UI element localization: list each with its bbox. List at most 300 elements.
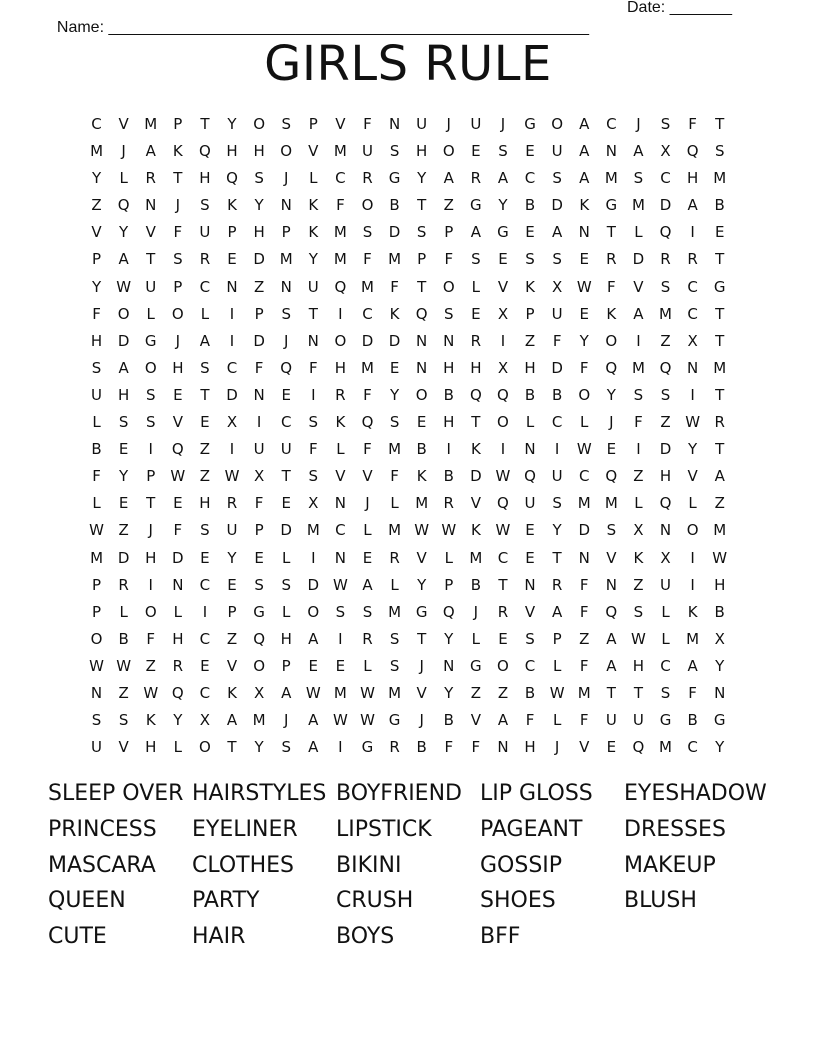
grid-letter: F: [146, 629, 156, 648]
grid-letter: N: [172, 575, 184, 594]
word-list-item: PRINCESS: [48, 816, 157, 842]
grid-letter: H: [524, 358, 536, 377]
word-list-item: SLEEP OVER: [48, 781, 184, 806]
grid-letter: R: [335, 385, 346, 404]
grid-letter: M: [415, 494, 429, 513]
grid-letter: Q: [659, 358, 672, 377]
word-list: [48, 777, 778, 956]
grid-letter: V: [145, 223, 156, 242]
grid-letter: F: [471, 738, 481, 757]
grid-letter: K: [227, 683, 237, 702]
grid-letter: Z: [714, 494, 725, 513]
grid-letter: C: [335, 521, 346, 540]
word-list-item: BOYS: [336, 924, 395, 950]
grid-letter: H: [253, 223, 265, 242]
grid-letter: H: [90, 331, 103, 350]
grid-letter: H: [632, 656, 645, 675]
name-line: Name: ______________________________________________________: [56, 19, 589, 36]
grid-letter: Q: [171, 683, 184, 702]
grid-letter: Q: [199, 142, 211, 161]
grid-letter: B: [687, 711, 698, 730]
grid-letter: K: [606, 304, 617, 323]
grid-letter: W: [116, 277, 132, 296]
grid-letter: Y: [119, 223, 129, 242]
grid-letter: P: [281, 656, 291, 675]
grid-letter: J: [148, 521, 153, 540]
grid-letter: F: [390, 467, 399, 486]
grid-letter: H: [524, 738, 536, 757]
grid-letter: N: [307, 331, 319, 350]
grid-letter: D: [659, 440, 672, 459]
grid-letter: Z: [91, 196, 102, 215]
grid-letter: I: [229, 440, 235, 459]
grid-letter: T: [633, 683, 643, 702]
grid-letter: G: [713, 277, 726, 296]
grid-letter: X: [633, 521, 644, 540]
grid-letter: I: [690, 548, 695, 567]
grid-letter: V: [172, 413, 183, 432]
grid-letter: I: [229, 304, 235, 323]
grid-letter: S: [362, 223, 373, 242]
grid-letter: H: [714, 575, 726, 594]
grid-letter: S: [498, 142, 508, 161]
grid-letter: M: [144, 115, 158, 133]
grid-letter: C: [199, 683, 211, 702]
grid-letter: R: [226, 494, 238, 513]
grid-letter: M: [333, 223, 347, 242]
grid-letter: X: [660, 142, 671, 161]
grid-letter: Y: [119, 467, 129, 486]
grid-letter: E: [173, 385, 183, 404]
grid-letter: W: [549, 683, 565, 702]
grid-letter: R: [660, 250, 671, 269]
grid-letter: D: [307, 575, 320, 594]
grid-letter: T: [715, 250, 725, 269]
grid-letter: X: [226, 413, 238, 432]
grid-letter: Y: [417, 575, 427, 594]
grid-letter: O: [307, 602, 320, 621]
grid-letter: R: [443, 494, 454, 513]
grid-letter: F: [92, 467, 101, 486]
grid-letter: V: [226, 656, 238, 675]
grid-letter: M: [279, 250, 293, 269]
grid-letter: C: [524, 656, 536, 675]
grid-letter: L: [173, 738, 182, 757]
grid-letter: C: [226, 358, 238, 377]
grid-letter: L: [173, 602, 182, 621]
grid-letter: S: [118, 711, 129, 730]
grid-letter: W: [414, 521, 430, 540]
grid-letter: W: [224, 467, 240, 486]
grid-letter: E: [471, 304, 481, 323]
grid-letter: L: [552, 711, 562, 730]
grid-letter: Q: [469, 385, 482, 404]
grid-letter: C: [524, 169, 536, 188]
grid-letter: E: [714, 223, 725, 242]
grid-letter: J: [554, 738, 560, 757]
grid-letter: W: [332, 575, 348, 594]
grid-letter: E: [254, 548, 264, 567]
grid-letter: L: [471, 629, 481, 648]
grid-letter: F: [363, 385, 372, 404]
grid-letter: E: [308, 656, 319, 675]
grid-letter: B: [118, 629, 129, 648]
word-list-item: BFF: [480, 924, 521, 950]
grid-letter: J: [609, 413, 614, 432]
grid-letter: Z: [145, 656, 156, 675]
grid-letter: T: [715, 385, 725, 404]
grid-letter: S: [389, 413, 400, 432]
grid-letter: K: [470, 440, 481, 459]
grid-letter: Q: [334, 277, 347, 296]
grid-letter: P: [417, 250, 427, 269]
grid-letter: T: [308, 304, 318, 323]
grid-letter: U: [551, 142, 563, 161]
grid-letter: M: [333, 250, 347, 269]
grid-letter: N: [280, 277, 292, 296]
grid-letter: N: [605, 142, 617, 161]
grid-letter: Q: [659, 223, 672, 242]
grid-letter: Q: [686, 142, 699, 161]
grid-letter: G: [524, 115, 536, 133]
grid-letter: X: [199, 711, 211, 730]
grid-letter: T: [173, 169, 183, 188]
grid-letter: Y: [91, 277, 102, 296]
grid-letter: D: [117, 331, 130, 350]
grid-letter: V: [416, 683, 427, 702]
grid-letter: I: [338, 629, 343, 648]
grid-letter: S: [471, 250, 481, 269]
grid-letter: I: [500, 440, 506, 459]
grid-letter: M: [90, 548, 104, 567]
grid-letter: N: [605, 575, 617, 594]
grid-letter: Y: [417, 169, 427, 188]
grid-letter: T: [200, 115, 210, 133]
grid-letter: Q: [253, 629, 266, 648]
grid-letter: H: [280, 629, 292, 648]
grid-letter: R: [145, 169, 156, 188]
grid-letter: M: [469, 548, 483, 567]
grid-letter: T: [606, 683, 616, 702]
grid-letter: M: [361, 277, 374, 296]
grid-letter: S: [660, 385, 671, 404]
word-list-item: BIKINI: [336, 852, 402, 878]
grid-letter: C: [578, 467, 590, 486]
grid-letter: G: [713, 711, 726, 730]
grid-letter: F: [688, 683, 697, 702]
grid-letter: F: [173, 223, 183, 242]
grid-letter: O: [171, 304, 184, 323]
grid-letter: O: [551, 115, 564, 133]
grid-letter: T: [417, 629, 427, 648]
grid-letter: T: [715, 304, 725, 323]
grid-letter: X: [497, 358, 509, 377]
grid-letter: N: [334, 494, 346, 513]
grid-letter: Q: [605, 602, 618, 621]
grid-letter: T: [552, 548, 562, 567]
grid-letter: A: [579, 142, 590, 161]
grid-letter: E: [362, 548, 373, 567]
grid-letter: L: [200, 304, 210, 323]
grid-letter: M: [686, 629, 700, 648]
grid-letter: Q: [605, 467, 618, 486]
grid-letter: B: [714, 196, 725, 215]
grid-letter: D: [280, 521, 292, 540]
grid-letter: Z: [660, 331, 671, 350]
grid-letter: F: [254, 494, 264, 513]
grid-letter: P: [254, 304, 264, 323]
grid-letter: H: [172, 358, 184, 377]
grid-letter: U: [551, 304, 563, 323]
grid-letter: M: [388, 250, 402, 269]
grid-letter: C: [687, 304, 698, 323]
grid-letter: X: [552, 277, 563, 296]
word-list-item: CLOTHES: [192, 852, 294, 878]
grid-letter: S: [254, 575, 264, 594]
grid-letter: Z: [253, 277, 265, 296]
grid-letter: X: [660, 548, 671, 567]
grid-letter: I: [148, 440, 153, 459]
grid-letter: K: [470, 521, 481, 540]
grid-letter: E: [416, 413, 427, 432]
grid-letter: O: [442, 277, 455, 296]
grid-letter: F: [607, 277, 616, 296]
grid-letter: H: [199, 169, 211, 188]
grid-letter: K: [579, 196, 590, 215]
grid-letter: A: [579, 115, 590, 133]
grid-letter: Z: [118, 521, 129, 540]
grid-letter: L: [444, 548, 453, 567]
grid-letter: N: [388, 115, 401, 133]
word-list-item: BOYFRIEND: [336, 781, 462, 806]
grid-letter: Z: [118, 683, 129, 702]
grid-letter: E: [525, 548, 535, 567]
grid-letter: I: [446, 440, 451, 459]
grid-letter: J: [473, 602, 479, 621]
grid-letter: H: [334, 358, 347, 377]
grid-letter: T: [146, 494, 156, 513]
grid-letter: X: [714, 629, 725, 648]
grid-letter: D: [659, 196, 672, 215]
grid-letter: V: [118, 738, 129, 757]
grid-letter: S: [525, 250, 535, 269]
grid-letter: Z: [443, 196, 454, 215]
grid-letter: X: [253, 683, 265, 702]
word-list-item: CUTE: [48, 924, 107, 950]
grid-letter: C: [660, 656, 671, 675]
grid-letter: B: [416, 738, 427, 757]
grid-letter: G: [361, 738, 374, 757]
grid-letter: O: [280, 142, 293, 161]
grid-letter: F: [579, 711, 589, 730]
grid-letter: N: [524, 575, 536, 594]
grid-letter: E: [227, 250, 237, 269]
grid-letter: I: [202, 602, 208, 621]
grid-letter: P: [227, 223, 237, 242]
grid-letter: U: [145, 277, 157, 296]
grid-letter: I: [148, 575, 153, 594]
grid-letter: E: [606, 440, 617, 459]
grid-letter: X: [308, 494, 319, 513]
grid-letter: E: [525, 223, 535, 242]
grid-letter: O: [497, 656, 509, 675]
grid-letter: M: [388, 440, 402, 459]
grid-letter: B: [389, 196, 400, 215]
grid-letter: B: [443, 711, 454, 730]
grid-letter: F: [444, 250, 454, 269]
grid-letter: W: [495, 467, 511, 486]
grid-letter: M: [713, 358, 727, 377]
word-list-item: QUEEN: [48, 888, 126, 914]
grid-letter: L: [309, 169, 318, 188]
grid-letter: E: [118, 494, 129, 513]
grid-letter: H: [226, 142, 238, 161]
grid-letter: Q: [361, 413, 374, 432]
grid-letter: E: [118, 440, 129, 459]
grid-letter: J: [365, 494, 370, 513]
grid-letter: B: [470, 575, 481, 594]
grid-letter: B: [524, 196, 536, 215]
grid-letter: Y: [254, 738, 264, 757]
grid-letter: Z: [497, 683, 509, 702]
grid-letter: R: [470, 169, 482, 188]
grid-letter: V: [335, 115, 346, 133]
grid-letter: M: [388, 521, 402, 540]
grid-letter: E: [281, 385, 291, 404]
grid-letter: D: [578, 521, 591, 540]
grid-letter: C: [91, 115, 102, 133]
grid-letter: F: [579, 575, 589, 594]
grid-letter: X: [497, 304, 509, 323]
grid-letter: O: [144, 602, 157, 621]
grid-letter: V: [497, 277, 509, 296]
grid-letter: T: [281, 467, 291, 486]
grid-letter: D: [551, 196, 563, 215]
grid-letter: Q: [659, 494, 672, 513]
grid-letter: F: [634, 413, 643, 432]
word-list-item: EYELINER: [192, 816, 298, 842]
grid-letter: M: [306, 521, 320, 540]
grid-letter: S: [389, 142, 400, 161]
grid-letter: R: [470, 331, 482, 350]
grid-letter: L: [471, 277, 481, 296]
grid-letter: S: [660, 277, 671, 296]
grid-letter: E: [579, 304, 589, 323]
grid-letter: K: [308, 223, 319, 242]
grid-letter: E: [498, 250, 508, 269]
grid-letter: Z: [226, 629, 238, 648]
grid-letter: F: [444, 738, 454, 757]
grid-letter: K: [525, 277, 535, 296]
grid-letter: A: [687, 656, 698, 675]
grid-letter: N: [280, 196, 292, 215]
grid-letter: A: [687, 196, 698, 215]
grid-letter: L: [282, 602, 291, 621]
grid-letter: D: [361, 331, 374, 350]
grid-letter: N: [90, 683, 103, 702]
grid-letter: M: [252, 711, 266, 730]
grid-letter: U: [632, 711, 644, 730]
word-list-item: GOSSIP: [480, 852, 563, 878]
grid-letter: H: [118, 385, 130, 404]
grid-letter: U: [280, 440, 292, 459]
grid-letter: A: [552, 602, 563, 621]
grid-letter: S: [281, 575, 291, 594]
grid-letter: W: [576, 440, 592, 459]
grid-letter: Z: [524, 331, 536, 350]
grid-letter: S: [660, 683, 671, 702]
grid-letter: Y: [444, 629, 454, 648]
word-list-item: DRESSES: [624, 816, 726, 842]
grid-letter: L: [92, 413, 101, 432]
grid-letter: I: [690, 223, 695, 242]
grid-letter: D: [117, 548, 130, 567]
grid-letter: E: [579, 250, 589, 269]
grid-letter: I: [690, 575, 695, 594]
grid-letter: S: [308, 467, 319, 486]
grid-letter: K: [308, 196, 319, 215]
grid-letter: E: [281, 494, 291, 513]
grid-letter: G: [605, 196, 618, 215]
grid-letter: R: [551, 575, 563, 594]
grid-letter: P: [525, 304, 535, 323]
grid-letter: F: [579, 358, 589, 377]
grid-letter: O: [497, 413, 509, 432]
grid-letter: J: [500, 115, 506, 133]
grid-letter: N: [659, 521, 672, 540]
grid-letter: C: [199, 277, 211, 296]
grid-letter: O: [199, 738, 211, 757]
grid-letter: S: [145, 413, 156, 432]
grid-letter: W: [441, 521, 457, 540]
grid-letter: J: [283, 331, 289, 350]
grid-letter: J: [419, 711, 424, 730]
grid-letter: A: [579, 169, 590, 188]
grid-letter: A: [308, 738, 319, 757]
grid-letter: M: [90, 142, 104, 161]
grid-letter: S: [173, 250, 183, 269]
grid-letter: Y: [606, 385, 616, 404]
grid-letter: B: [443, 467, 454, 486]
grid-letter: N: [714, 683, 726, 702]
grid-letter: C: [687, 738, 698, 757]
grid-letter: B: [443, 385, 454, 404]
grid-letter: R: [362, 169, 373, 188]
grid-letter: I: [500, 331, 506, 350]
grid-letter: Y: [552, 521, 562, 540]
grid-letter: N: [443, 331, 455, 350]
grid-letter: F: [308, 440, 318, 459]
grid-letter: M: [713, 521, 727, 540]
grid-letter: S: [200, 358, 210, 377]
grid-letter: H: [172, 629, 184, 648]
grid-letter: T: [227, 738, 237, 757]
grid-letter: P: [552, 629, 562, 648]
grid-letter: I: [636, 440, 641, 459]
grid-letter: B: [416, 440, 427, 459]
grid-letter: C: [280, 413, 292, 432]
grid-letter: U: [361, 142, 373, 161]
grid-letter: P: [92, 602, 102, 621]
grid-letter: Z: [579, 629, 590, 648]
grid-letter: K: [389, 304, 400, 323]
grid-letter: M: [333, 683, 347, 702]
grid-letter: U: [660, 575, 671, 594]
grid-letter: W: [712, 548, 728, 567]
grid-letter: Y: [715, 656, 725, 675]
grid-letter: S: [281, 738, 291, 757]
grid-letter: S: [362, 602, 373, 621]
